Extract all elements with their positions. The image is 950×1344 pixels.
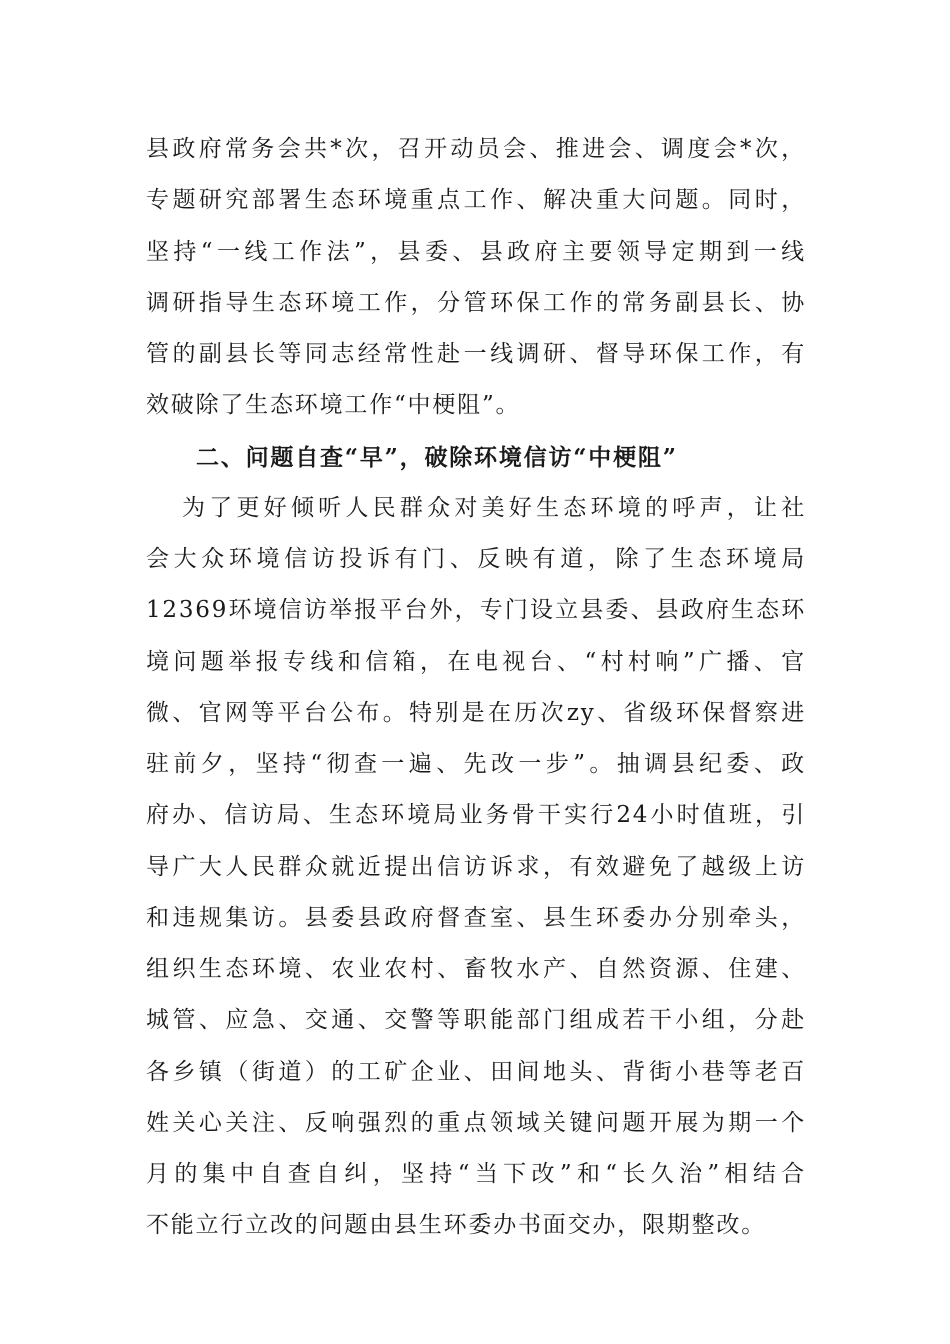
body-line: 境问题举报专线和信箱，在电视台、“村村响”广播、官 — [146, 648, 806, 675]
body-line: 不能立行立改的问题由县生环委办书面交办，限期整改。 — [146, 1212, 766, 1239]
body-line: 月的集中自查自纠，坚持“当下改”和“长久治”相结合 — [146, 1161, 806, 1187]
document-body — [146, 124, 806, 1252]
body-line: 导广大人民群众就近提出信访诉求，有效避免了越级上访 — [146, 853, 806, 880]
body-line: 和违规集访。县委县政府督查室、县生环委办分别牵头， — [146, 904, 806, 931]
body-line: 驻前夕，坚持“彻查一遍、先改一步”。抽调县纪委、政 — [146, 751, 806, 777]
body-line: 专题研究部署生态环境重点工作、解决重大问题。同时， — [146, 187, 806, 214]
body-line: 12369环境信访举报平台外，专门设立县委、县政府生态环 — [146, 597, 806, 624]
body-line: 会大众环境信访投诉有门、反映有道，除了生态环境局 — [146, 546, 806, 572]
body-line: 城管、应急、交通、交警等职能部门组成若干小组，分赴 — [146, 1007, 806, 1034]
body-line: 县政府常务会共*次，召开动员会、推进会、调度会*次， — [146, 136, 806, 162]
body-line: 管的副县长等同志经常性赴一线调研、督导环保工作，有 — [146, 341, 806, 367]
paragraph-first-line: 为了更好倾听人民群众对美好生态环境的呼声，让社 — [182, 494, 806, 521]
body-line: 坚持“一线工作法”，县委、县政府主要领导定期到一线 — [146, 238, 806, 265]
body-line: 组织生态环境、农业农村、畜牧水产、自然资源、住建、 — [146, 956, 806, 982]
section-heading: 二、问题自查“早”，破除环境信访“中梗阻” — [196, 443, 678, 471]
body-line: 姓关心关注、反响强烈的重点领域关键问题开展为期一个 — [146, 1109, 806, 1136]
body-line: 各乡镇（街道）的工矿企业、田间地头、背街小巷等老百 — [146, 1058, 806, 1085]
body-line: 调研指导生态环境工作，分管环保工作的常务副县长、协 — [146, 289, 806, 316]
body-line: 微、官网等平台公布。特别是在历次zy、省级环保督察进 — [146, 699, 806, 726]
body-line: 府办、信访局、生态环境局业务骨干实行24小时值班，引 — [146, 802, 806, 829]
body-line: 效破除了生态环境工作“中梗阻”。 — [146, 392, 521, 419]
